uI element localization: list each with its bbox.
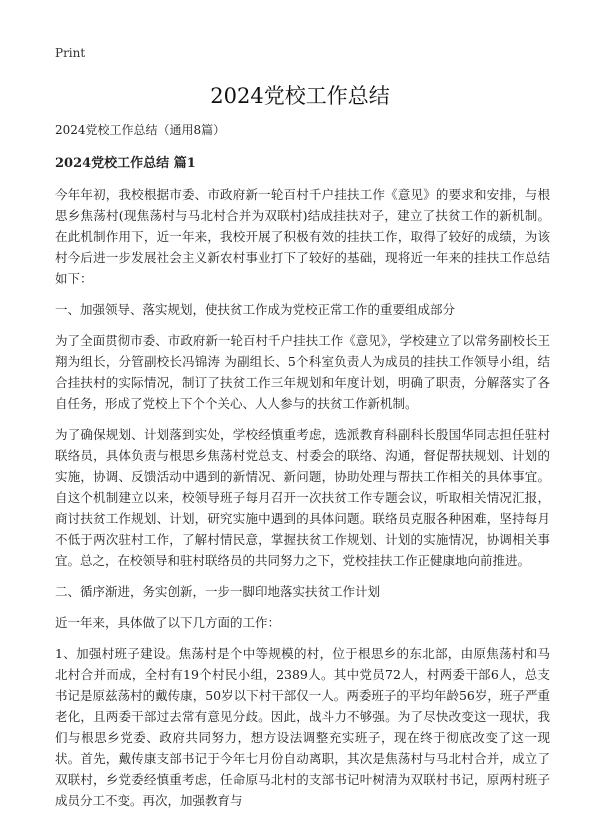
document-body: [55, 120, 550, 821]
paragraph-liaison: 为了确保规划、计划落到实处，学校经慎重考虑，选派教育科副科长殷国华同志担任驻村联络员，具体负责与根思乡焦荡村党总支、村委会的联络、沟通，督促帮扶规划、计划的实施，协调、反馈活动中遇到的新情况、新问题，协助处理与帮扶工作相关的具体事宜。自这个机制建立以来，校领导班子每月召开一次扶贫工作专题会议，听取相关情况汇报，商讨扶贫工作规划、计划，研究实施中遇到的具体问题。联络员克服各种困难，坚持每月不低于两次驻村工作，了解村情民意，掌握扶贫工作规划、计划的实施情况，协调相关事宜。总之，在校领导和驻村联络员的共同努力之下，党校挂扶工作正健康地向前推进。: [55, 427, 550, 568]
paragraph-work-intro: 近一年来，具体做了以下几方面的工作：: [55, 615, 281, 630]
print-link[interactable]: Print: [55, 46, 86, 60]
page-title: 2024党校工作总结: [210, 84, 390, 108]
section-heading: 2024党校工作总结 篇1: [55, 156, 196, 171]
paragraph-heading-one: 一、加强领导、落实规划，使扶贫工作成为党校正常工作的重要组成部分: [55, 302, 456, 317]
paragraph-team-building: 1、加强村班子建设。焦荡村是个中等规模的村，位于根思乡的东北部，由原焦荡村和马北村合并而成，全村有19个村民小组，2389人。其中党员72人，村两委干部6人，总支书记是原兹荡村的戴传康，50岁以下村干部仅一人。两委班子的平均年龄56岁，班子严重老化，且两委干部过去常有意见分歧。因此，战斗力不够强。为了尽快改变这一现状，我们与根思乡党委、政府共同努力，想方设法调整充实班子，现在终于彻底改变了这一现状。首先，戴传康支部书记于今年七月份自动离职，其次是焦荡村与马北村合并，成立了双联村，乡党委经慎重考虑，任命原马北村的支部书记叶树清为双联村书记，原两村班子成员分工不变。再次，加强教育与: [55, 646, 550, 808]
document-subtitle: 2024党校工作总结（通用8篇）: [55, 123, 226, 137]
paragraph-heading-two: 二、循序渐进，务实创新，一步一脚印地落实扶贫工作计划: [55, 584, 381, 599]
paragraph-intro: 今年年初，我校根据市委、市政府新一轮百村千户挂扶工作《意见》的要求和安排，与根思乡焦荡村(现焦荡村与马北村合并为双联村)结成挂扶对子，建立了扶贫工作的新机制。在此机制作用下，近一年来，我校开展了积极有效的挂扶工作，取得了较好的成绩，为该村今后进一步发展社会主义新农村事业打下了较好的基础，现将近一年来的挂扶工作总结如下：: [55, 187, 550, 286]
paragraph-leadership: 为了全面贯彻市委、市政府新一轮百村千户挂扶工作《意见》，学校建立了以常务副校长王翔为组长，分管副校长冯锦涛 为副组长、5个科室负责人为成员的挂扶工作领导小组，结合挂扶村的实际情况，制订了扶贫工作三年规划和年度计划，明确了职责，分解落实了各自任务，形成了党校上下个个关心、人人参与的扶贫工作新机制。: [55, 333, 550, 411]
